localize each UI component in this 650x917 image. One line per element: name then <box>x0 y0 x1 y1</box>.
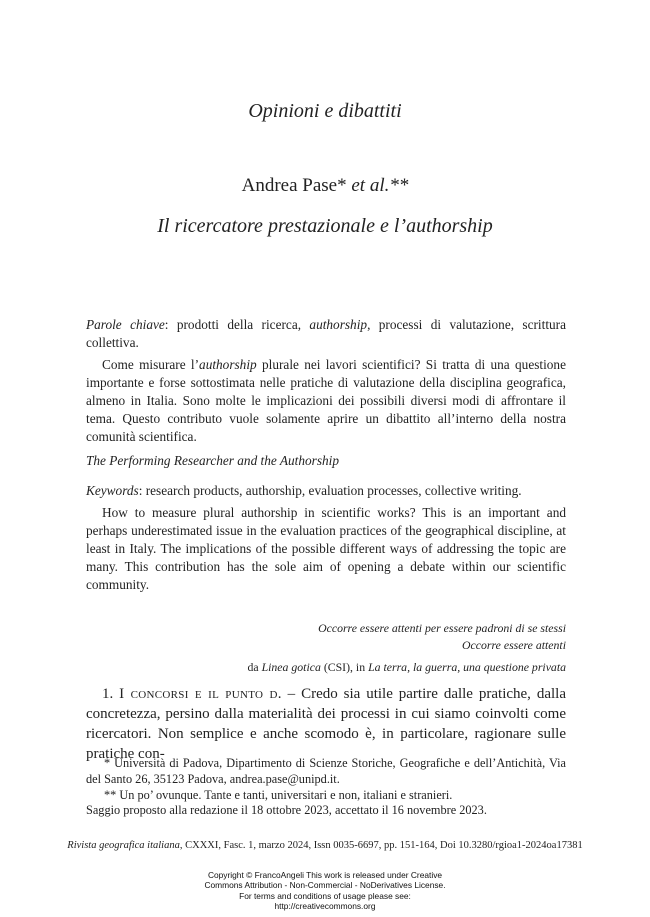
english-abstract: How to measure plural authorship in scientific works? This is an important and perhaps underestimated issue in the evaluation practices of the geographical discipline, at least in Italy. The implications of the possible different ways of addressing the topic are many. This contribution has the sole aim of opening a debate within our scientific community. <box>86 505 566 592</box>
epigraph-line-2 <box>126 637 566 654</box>
license-link[interactable]: http://creativecommons.org <box>274 901 376 912</box>
epigraph-album: La terra, la guerra, una questione privata <box>368 660 566 674</box>
citation-details: , CXXXI, Fasc. 1, marzo 2024, Issn 0035-6697, pp. 151-164, Doi 10.3280/rgioa1-2024oa17381 <box>179 840 583 851</box>
english-title <box>86 452 566 470</box>
italian-abstract <box>86 356 566 446</box>
license-line-1: Copyright © FrancoAngeli This work is released under Creative <box>207 870 443 880</box>
italian-abstract-block <box>86 316 566 446</box>
epigraph-song: Linea gotica <box>261 660 321 674</box>
italian-keywords <box>86 316 566 352</box>
journal-name: Rivista geografica italiana <box>67 840 180 851</box>
epigraph-line-1 <box>126 620 566 637</box>
journal-citation <box>0 840 650 851</box>
author-etal: et al.** <box>351 175 409 196</box>
keywords-text: : prodotti della ricerca, <box>164 317 310 332</box>
section-1-text: – Credo sia utile partire dalle pratiche, dalla concretezza, persino dalla materialità dei processi in cui siamo coinvolti come ricercatori. Non semplice e anche scomodo è, in particolare, ragionare sulle pratiche con- <box>86 686 566 762</box>
keywords-label: Parole chiave <box>86 317 165 332</box>
keywords-emphasis: authorship <box>309 317 368 332</box>
epigraph-source-prefix: da <box>247 660 262 674</box>
epigraph-source <box>126 659 566 676</box>
article-title: Il ricercatore prestazionale e l’authorship <box>157 215 493 237</box>
license-notice <box>0 870 650 912</box>
epigraph <box>126 620 566 676</box>
abstract-emphasis: authorship <box>199 357 257 372</box>
english-keywords-text: : research products, authorship, evaluation processes, collective writing. <box>138 483 522 498</box>
abstract-text-end: plurale nei lavori scientifici? Si tratta di una questione importante e forse sottostimata nelle pratiche di valutazione della disciplina geografica, almeno in Italia. Sono molte le implicazioni dei possibili diversi modi di affrontare il tema. Questo contributo vuole solamente aprire un dibattito all’interno della nostra comunità scientifica. <box>86 357 566 444</box>
epigraph-line-1-text: Occorre essere attenti per essere padroni di se stessi <box>318 621 566 635</box>
english-title-text: The Performing Researcher and the Authorship <box>86 453 339 468</box>
section-1-paragraph <box>86 684 566 764</box>
footnotes <box>86 755 566 803</box>
author-name: Andrea Pase* <box>241 175 347 196</box>
abstract-text: Come misurare l’ <box>102 357 200 372</box>
received-note: Saggio proposto alla redazione il 18 ottobre 2023, accettato il 16 novembre 2023. <box>86 803 487 817</box>
section-1-heading: I concorsi e il punto d. <box>119 686 282 702</box>
license-line-3: For terms and conditions of usage please see: <box>239 890 411 901</box>
epigraph-source-mid: (CSI), in <box>320 660 369 674</box>
author-line <box>0 175 650 197</box>
keywords-text-end: , processi di valutazione, scrittura collettiva. <box>86 317 566 350</box>
english-keywords <box>86 482 566 500</box>
footnote-2: ** Un po’ ovunque. Tante e tanti, universitari e non, italiani e stranieri. <box>104 788 453 802</box>
english-keywords-label: Keywords <box>86 483 139 498</box>
english-abstract-block <box>86 452 566 594</box>
section-heading: Opinioni e dibattiti <box>248 100 402 122</box>
section-number: 1. <box>102 686 120 702</box>
footnote-1: * Università di Padova, Dipartimento di Scienze Storiche, Geografiche e dell’Antichità, Via del Santo 26, 35123 Padova, andrea.pase@unipd.it. <box>86 756 566 786</box>
license-line-2: Commons Attribution - Non-Commercial - NoDerivatives License. <box>204 880 446 891</box>
epigraph-line-2-text: Occorre essere attenti <box>462 638 566 652</box>
